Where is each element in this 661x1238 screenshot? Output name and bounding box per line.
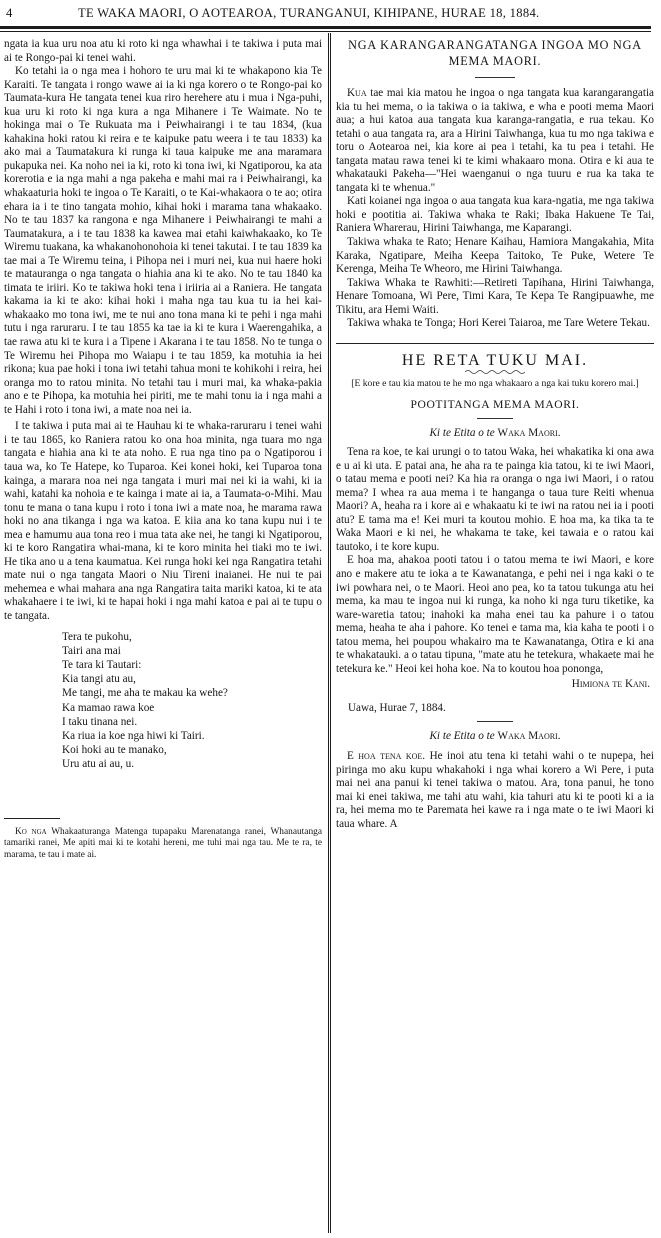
salutation	[336, 427, 654, 441]
salutation-text: Ki te Etita o te	[429, 730, 495, 743]
page-number: 4	[6, 6, 13, 20]
small-rule	[477, 418, 513, 419]
nominations-paragraph: Kati koianei nga ingoa o aua tangata kua kara-ngatia, me nga takiwa hoki e pootitia ai. Takiwa whaka te Raki; Ibaka Hakuene Te Tai, Raniera Wharerau, Hirini Taiwhanga, me Kaparangi.	[336, 195, 654, 235]
poem-line: Ka riua ia koe nga hiwi ki Tairi.	[62, 729, 205, 742]
editor-disclaimer: [E kore e tau kia matou te he mo nga whakaaro a nga kai tuku korero mai.]	[351, 378, 639, 390]
notice-lead: Ko nga	[15, 826, 47, 837]
nominations-paragraph: Takiwa whaka te Rato; Henare Kaihau, Hamiora Mangakahia, Mita Karaka, Ngatipare, Meiha Keepa Taitoko, Te Puke, Wetere Te Kerenga, Meiha Te Wheoro, me Hirini Taiwhanga.	[336, 236, 654, 276]
ornament-rule	[475, 75, 515, 80]
letter-lead: E hoa tena koe.	[347, 750, 426, 763]
poem-line: Tairi ana mai	[62, 644, 121, 657]
small-rule	[477, 721, 513, 722]
heading-letters: HE RETA TUKU MAI.	[401, 351, 589, 369]
column-divider	[328, 33, 329, 1233]
salutation-paper: Waka Maori.	[497, 426, 561, 439]
letter-paragraph	[336, 750, 654, 831]
nominations-paragraph: Takiwa Whaka te Rawhiti:—Retireti Tapihana, Hirini Taiwhanga, Henare Tomoana, Wi Pere, Timi Kara, Te Kepa Te Rangipuawhe, me Tikitu, ara Hemi Waiti.	[336, 276, 654, 316]
right-column	[336, 38, 654, 831]
salutation	[336, 730, 654, 744]
masthead	[4, 6, 646, 24]
column-divider-inner	[330, 33, 331, 1233]
letter-text: He inoi atu tena ki tetahi wahi o te nupepa, hei piringa mo aku kupu whakahoki i nga whai korero a Wi Pere, i puta mai nei ana panui ki tenei takiwa o matou. Ara, tona panui, he tono mai ki enei takiwa, me tahi atu wahi, kia tahuri atu ki te pooti ki a ia ra, hei mema mo te Paremata hei kawe ra i nga mate o te iwi Maori ki taua whare. A	[336, 750, 654, 830]
poem-line: Te tara ki Tautari:	[62, 658, 142, 671]
poem-line: Tera te pukohu,	[62, 630, 132, 643]
section-separator	[336, 343, 654, 344]
intro-text: tae mai kia matou he ingoa o nga tangata kua karangarangatia kia tu hei mema, o ia takiwa o ia takiwa, e wha e pooti mema Maori aua; a hui katoa aua tangata kua karanga-rangatia, e rua tekau. Ko tetahi o aua tangata ra, ara a Hirini Taiwhanga, kua tu mo nga takiwa e toru o Aotearoa nei, kia kore ai pea i tetahi, ka tu pea i tetahi. He tangata matau rawa tenei ki te kimi whakaaro mona. Otira e ki aua te whakatauki Pakeha—"Hei waenganui o nga tuuru e rua ka taka te tangata ki te whenua."	[336, 87, 654, 194]
lament-poem	[62, 630, 322, 772]
section-rule	[4, 818, 60, 819]
subheading-election: POOTITANGA MEMA MAORI.	[410, 397, 580, 411]
notice	[4, 827, 322, 862]
salutation-text: Ki te Etita o te	[429, 426, 495, 439]
wavy-ornament	[465, 369, 525, 375]
intro-lead: Kua	[347, 87, 367, 99]
notice-text: Whakaaturanga Matenga tupapaku Marenatanga ranei, Whanautanga tamariki ranei, Me apiti mai ki te kotahi hereni, me tuhi mai nga tau. Me te ra, te marama, te tau i mate ai.	[4, 826, 322, 860]
poem-line: Kia tangi atu au,	[62, 673, 136, 686]
left-column	[4, 38, 322, 861]
letter-paragraph: E hoa ma, ahakoa pooti tatou i o tatou mema te iwi Maori, e kore ano e makere atu te ioka a te Kawanatanga, e pehi nei i nga kaki o te iwi powhara nei, o te Maori. Heoi ano pea, ko ta tatou tukunga atu hei mema, ka mau te ingoa nui ki runga, ka noho ki nga turu tiketike, ka ware-waretia tatou; inahoki ka maha enei tau ka pahure i o tatou mema, heaha te aha i pahore. Ko tenei e tama ma, kia kaha te pooti i o tatou mema, hei poupou whakairo ma te Kawanatanga, Otira e ki ana te whakatauki. a o tatau tipuna, "mate atu he tetekura, whakaete mai he tetekura ke." Heoi kei hoha koe. Na to koutou hoa pononga,	[336, 554, 654, 675]
poem-line: Uru atu ai au, u.	[62, 758, 135, 771]
newspaper-title: TE WAKA MAORI, O AOTEAROA, TURANGANUI, KIHIPANE, HURAE 18, 1884.	[78, 6, 540, 20]
nominations-paragraph: Takiwa whaka te Tonga; Hori Kerei Taiaroa, me Tare Wetere Tekau.	[347, 317, 650, 330]
poem-line: Ka mamao rawa koe	[62, 701, 155, 714]
header-rule-thick	[0, 26, 651, 29]
heading-nominations: NGA KARANGARANGATANGA INGOA MO NGA MEMA MAORI.	[348, 38, 642, 68]
header-rule-thin	[0, 31, 651, 32]
poem-line: Me tangi, me aha te makau ka wehe?	[62, 687, 228, 700]
signature: Himiona te Kani.	[571, 678, 650, 691]
salutation-paper: Waka Maori.	[497, 730, 561, 743]
article-paragraph: ngata ia kua uru noa atu ki roto ki nga whawhai i te takiwa i puta mai ai te Rongo-pai ki tenei wahi.	[4, 38, 322, 64]
intro-paragraph	[336, 87, 654, 195]
poem-line: I taku tinana nei.	[62, 715, 138, 728]
letter-date: Uawa, Hurae 7, 1884.	[348, 701, 446, 714]
article-paragraph: I te takiwa i puta mai ai te Hauhau ki te whaka-raruraru i tenei wahi i te tau 1865, ko Raniera ratou ko ona hoa minita, nga tuara mo nga tangata e hiahia ana ki te ata noho. E rua nga tino pa o Ngatiporou i taua wa, ko Te Hatepe, ko Tuparoa. Kei konei hoki, kei Tuparoa tona kainga, a marara noa nei nga tangata i muri mai nei ki ia wahi, ki ia wahi, katahi ka nohoia e te kainga i mate ai ia, a Taumata-o-Mihi. Mau tonu te mana o tana kupu i roto i tona iwi a mate noa, he marama rawa hoki no ana tikanga i nga wa katoa. E kiia ana ko tana kupu nui i te mea e hamumu aua tona reo i mua tata ake nei, he tangi ki Ngatiporou, ki te koro Rangatira whai-mana, ki te koro minita hei tiaki mo te iwi. He tika ano u a tena kaumatua. Kei runga hoki kei nga Rangatira tetahi mate nui o nga tangata Maori o Niu Tireni inaianei. He nui te pai mehemea e whai mahara ana nga Rangatira taita mariki katoa, ki te ata whakahaere i te iwi, ki te hapai hoki i nga mahi katoa e pai ai te tupu o te tangata.	[4, 420, 322, 622]
article-paragraph: Ko tetahi ia o nga mea i hohoro te uru mai ki te whakapono kia Te Karaiti. Te tangata i rongo wawe ai ia ki nga korero o te Rongo-pai ko Taumata-kura He tangata tenei kua riro herehere atu i mua i Nga-puhi, kua uru ki roto ki nga kura a nga Mihanere i Te Waimate. No te hokinga mai o Te Rukuata ma i Peiwhairangi i te tau 1834, (kua kahakina hoki ratou ki reira e te kaipuke patu weera i te tau 1833) ka ako mai a Taumatakura ki runga ki taua kaipuke me ana maramara pukapuka nei. Ka noho nei ia ki, roto ki tona iwi, ki Ngatiporou, ka ata korerotia e ia nga mahi a nga pakeha e mahi mai ra i Peiwhairangi, ka whakaaturia hoki te ingoa o Te Karaiti, o te Kai-whakaora o te ao; otira ehara ia i te tino tangata mohio, kihai hoki i marama tana whakaako. No te tau 1837 ka rangona e nga Mihanere i Peiwhairangi te mahi a Taumatakura, a i te tau 1838 ka kawea mai etahi kaiwhakaako, ko Te Wiremu tuakana, ka whakanohonohoia ki tenei takutai. I te tau 1839 ka tae mai a Te Wiremu teina, i Pihopa nei i muri nei, kua nui haere hoki te matauranga o nga tangata o hiahia ana ki te ako. No te tau 1840 ka timata te iriiri. Ko te takiwa hoki tena i iriiria ai a Raniera. He tangata kakama ia ki te ako: kihai hoki i maha nga tau kua tu ia hei kai-whakaako mo tona iwi, me te nui ano tona mana ki te pehi i nga mahi tutu i nga raruraru. I te tau 1855 ka tae ia ki te kura i Waerengahika, a tae rawa atu ki te kura i a Tipene i Akarana i te tau 1858. No te tunga o Te Wiremu hei Pihopa mo Waiapu i te tau 1859, ka motuhia ia hei rikona; kua pae hoki i tona iwi tetahi tahua moni te kohikohi i reira, hei oranga mo to ratou minita. No tetahi tau i muri mai, ka whaka-pakia ano e te Pihopa, ka motuhia hei piriti, me te mahi tonu ia i nga mahi a te Hahi i roto i tona iwi, a mate noa nei ia.	[4, 65, 322, 416]
poem-line: Koi hoki au te manako,	[62, 744, 167, 757]
letter-paragraph: Tena ra koe, te kai urungi o to tatou Waka, hei whakatika ki ona awa e u ai ki uta. E patai ana, he aha ra te painga kia tatou, ki te iwi Maori, o tatau mema e pooti nei? Ka hia ra oranga o nga iwi Maori, i o ratou mema? I whea ra aua mema i te hanganga o taua ture Reiti whenua Maori? A, heaha ra i kore ai e whakaatu ki te iwi na ratou nei ia i pooti atu? E tama ma e! Kei muri ta koutou mohio. E hoa ma, ka tika ta te Waka Maori e ki nei, he whakama te take, kei tawaia e o ratou kai tautoko, i te kore kupu.	[336, 446, 654, 553]
